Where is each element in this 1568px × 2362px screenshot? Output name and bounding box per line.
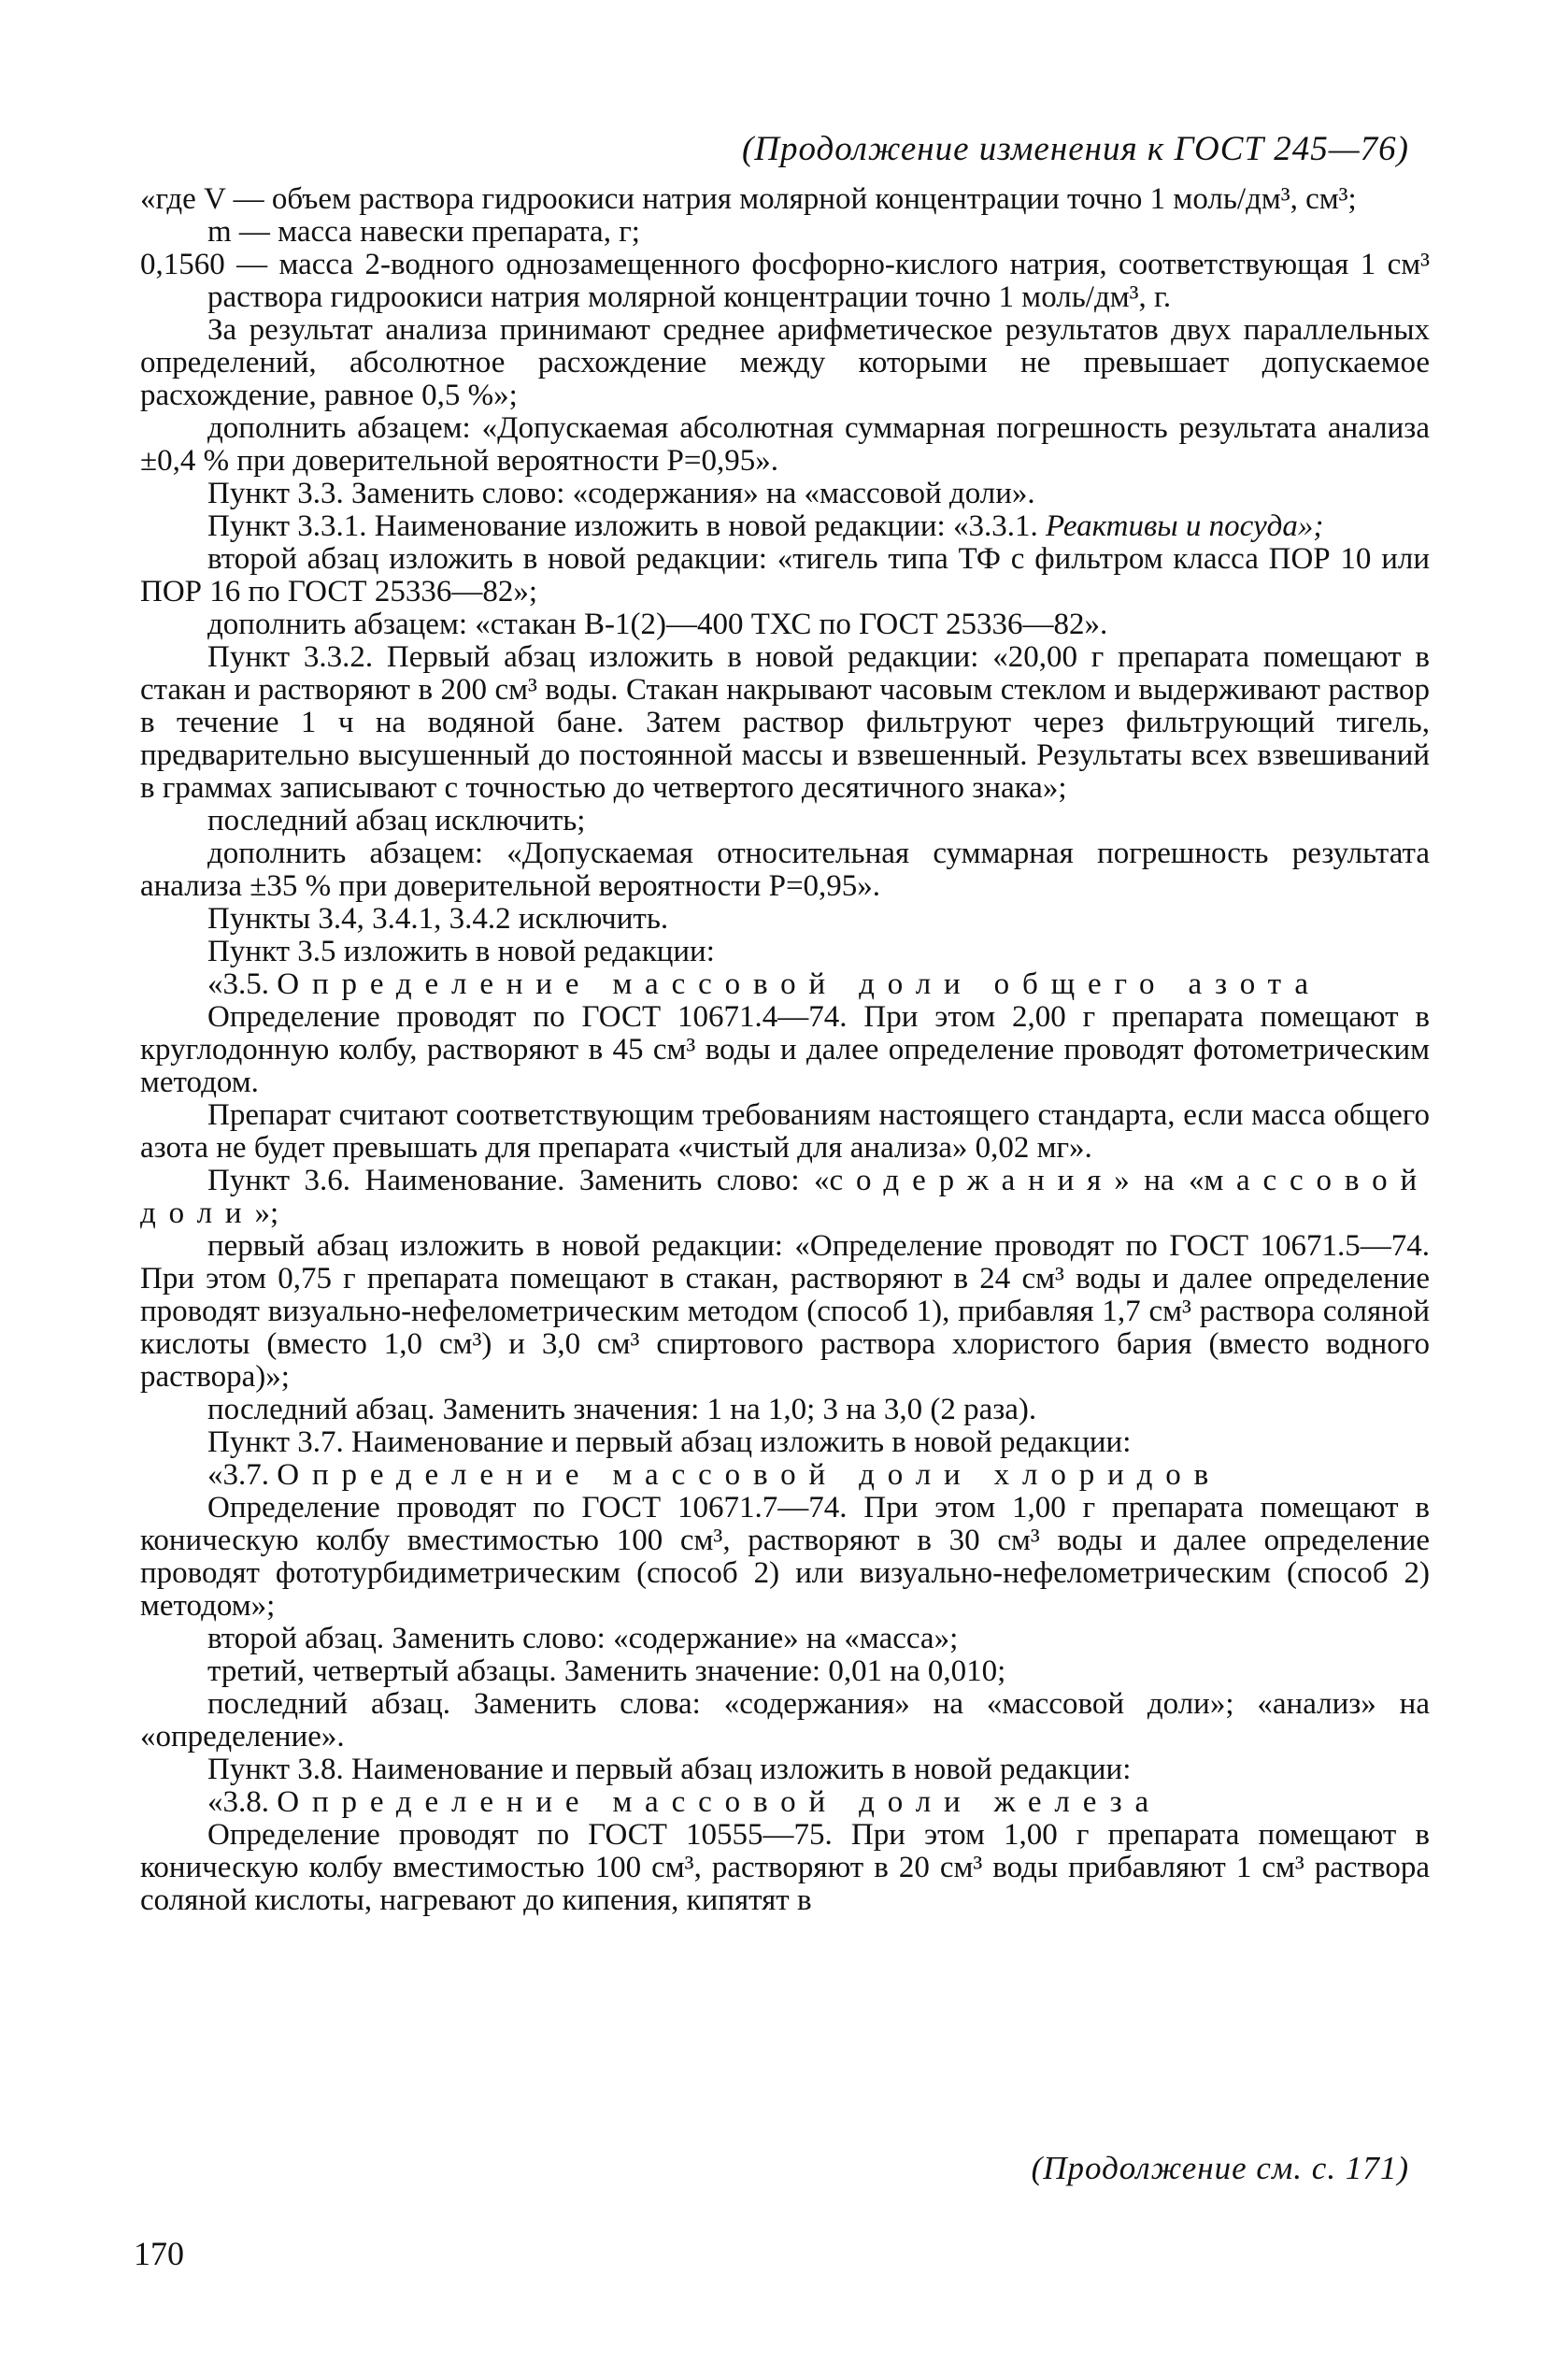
paragraph: 0,1560 — масса 2-водного однозамещенного фосфорно-кислого натрия, соответствующая 1 см³ раствора гидроокиси натрия молярной концентрации точно 1 моль/дм³, г.	[140, 248, 1430, 314]
section-heading	[140, 1459, 1430, 1492]
spaced-word: массовой доли	[140, 1164, 1430, 1230]
section-number: «3.7.	[207, 1458, 278, 1492]
section-number: «3.5.	[207, 967, 278, 1001]
paragraph: m — масса навески препарата, г;	[207, 215, 640, 249]
paragraph	[140, 1165, 1430, 1230]
section-number: «3.8.	[207, 1785, 278, 1819]
paragraph: Препарат считают соответствующим требованиям настоящего стандарта, если масса общего азота не будет превышать для препарата «чистый для анализа» 0,02 мг».	[140, 1098, 1430, 1165]
paragraph	[140, 510, 1430, 543]
section-title: Определение массовой доли хлоридов	[277, 1458, 1222, 1492]
paragraph: Определение проводят по ГОСТ 10671.4—74. При этом 2,00 г препарата помещают в круглодонную колбу, растворяют в 45 см³ воды и далее определение проводят фотометрическим методом.	[140, 1000, 1430, 1099]
paragraph-text: » на «	[1114, 1164, 1205, 1197]
page-number: 170	[134, 2235, 184, 2272]
spaced-word: содержания	[829, 1164, 1115, 1197]
paragraph: последний абзац. Заменить слова: «содержания» на «массовой доли»; «анализ» на «определение».	[140, 1687, 1430, 1754]
section-title: Определение массовой доли железа	[277, 1785, 1162, 1819]
continuation-note: (Продолжение см. с. 171)	[1031, 2150, 1409, 2186]
paragraph-text: Пункт 3.3.1. Наименование изложить в новой редакции: «3.3.1.	[207, 509, 1046, 543]
italic-title: Реактивы и посуда»;	[1045, 509, 1324, 543]
paragraph: второй абзац изложить в новой редакции: «тигель типа ТФ с фильтром класса ПОР 10 или ПОР 16 по ГОСТ 25336—82»;	[140, 542, 1430, 608]
paragraph: Пункт 3.7. Наименование и первый абзац изложить в новой редакции:	[207, 1425, 1132, 1459]
section-heading	[140, 968, 1430, 1001]
section-title: Определение массовой доли общего азота	[277, 967, 1321, 1001]
page-header: (Продолжение изменения к ГОСТ 245—76)	[741, 130, 1409, 168]
paragraph: Пункт 3.3.2. Первый абзац изложить в новой редакции: «20,00 г препарата помещают в стакан и растворяют в 200 см³ воды. Стакан накрывают часовым стеклом и выдерживают раствор в течение 1 ч на водяной бане. Затем раствор фильтруют через фильтрующий тигель, предварительно высушенный до постоянной массы и взвешенный. Результаты всех взвешиваний в граммах записывают с точностью до четвертого десятичного знака»;	[140, 640, 1430, 805]
paragraph: «где V — объем раствора гидроокиси натрия молярной концентрации точно 1 моль/дм³, см³;	[140, 182, 1357, 216]
paragraph: дополнить абзацем: «Допускаемая абсолютная суммарная погрешность результата анализа ±0,4 % при доверительной вероятности P=0,95».	[140, 411, 1430, 478]
paragraph: последний абзац исключить;	[207, 804, 586, 837]
paragraph: третий, четвертый абзацы. Заменить значение: 0,01 на 0,010;	[207, 1654, 1006, 1688]
document-body	[140, 183, 1430, 1917]
paragraph: Определение проводят по ГОСТ 10671.7—74. При этом 1,00 г препарата помещают в коническую колбу вместимостью 100 см³, растворяют в 30 см³ воды и далее определение проводят фототурбидиметрическим (способ 2) или визуально-нефелометрическим (способ 2) методом»;	[140, 1491, 1430, 1623]
paragraph: Пункты 3.4, 3.4.1, 3.4.2 исключить.	[207, 902, 669, 936]
paragraph: первый абзац изложить в новой редакции: «Определение проводят по ГОСТ 10671.5—74. При этом 0,75 г препарата помещают в стакан, растворяют в 24 см³ воды и далее определение проводят визуально-нефелометрическим методом (способ 1), прибавляя 1,7 см³ раствора соляной кислоты (вместо 1,0 см³) и 3,0 см³ спиртового раствора хлористого бария (вместо водного раствора)»;	[140, 1229, 1430, 1394]
paragraph: За результат анализа принимают среднее арифметическое результатов двух параллельных определений, абсолютное расхождение между которыми не превышает допускаемое расхождение, равное 0,5 %»;	[140, 313, 1430, 412]
paragraph-text: »;	[254, 1196, 279, 1230]
section-heading	[140, 1786, 1430, 1819]
paragraph: Пункт 3.3. Заменить слово: «содержания» на «массовой доли».	[207, 477, 1035, 510]
paragraph: дополнить абзацем: «стакан В-1(2)—400 ТХС по ГОСТ 25336—82».	[207, 608, 1108, 641]
paragraph: второй абзац. Заменить слово: «содержание» на «масса»;	[207, 1622, 959, 1655]
paragraph: Пункт 3.5 изложить в новой редакции:	[207, 935, 715, 968]
paragraph: Пункт 3.8. Наименование и первый абзац изложить в новой редакции:	[207, 1753, 1132, 1786]
paragraph-text: Пункт 3.6. Наименование. Заменить слово: «	[207, 1164, 830, 1197]
paragraph: дополнить абзацем: «Допускаемая относительная суммарная погрешность результата анализа ±35 % при доверительной вероятности P=0,95».	[140, 837, 1430, 903]
paragraph: Определение проводят по ГОСТ 10555—75. При этом 1,00 г препарата помещают в коническую колбу вместимостью 100 см³, растворяют в 20 см³ воды прибавляют 1 см³ раствора соляной кислоты, нагревают до кипения, кипятят в	[140, 1818, 1430, 1917]
paragraph: последний абзац. Заменить значения: 1 на 1,0; 3 на 3,0 (2 раза).	[207, 1393, 1037, 1426]
